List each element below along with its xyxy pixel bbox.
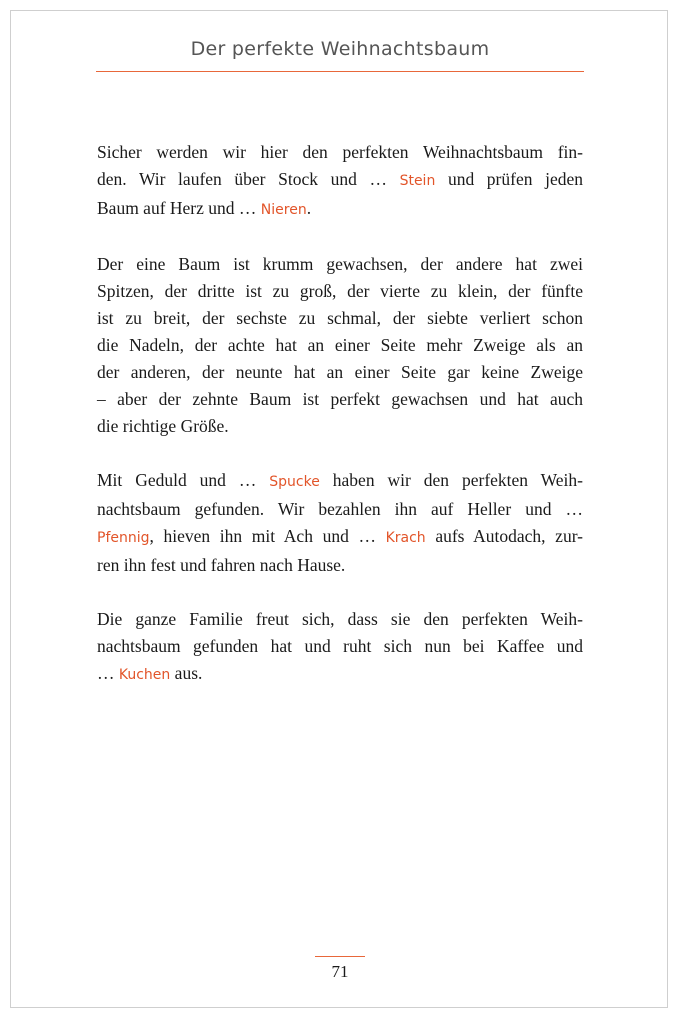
text-segment: die richtige Größe.: [97, 416, 229, 436]
paragraph: [97, 139, 583, 224]
text-segment: .: [306, 198, 312, 218]
text-segment: Die ganze Familie freut sich, dass sie den perfekten Weih-: [97, 609, 583, 629]
text-line: [97, 386, 583, 413]
paragraph: [97, 251, 583, 440]
text-line: [97, 413, 583, 440]
text-segment: haben wir den perfekten Weih-: [319, 470, 583, 490]
answer-word: Nieren: [260, 202, 307, 218]
text-segment: Spitzen, der dritte ist zu groß, der vierte zu klein, der fünfte: [97, 281, 583, 301]
text-line: [97, 523, 583, 552]
text-segment: Baum auf Herz und …: [97, 198, 261, 218]
text-segment: …: [97, 663, 119, 683]
text-line: [97, 359, 583, 386]
text-line: [97, 166, 583, 195]
text-segment: Mit Geduld und …: [97, 470, 270, 490]
text-line: [97, 467, 583, 496]
text-segment: den. Wir laufen über Stock und …: [97, 169, 400, 189]
header-divider: [96, 71, 584, 72]
text-segment: und prüfen jeden: [435, 169, 583, 189]
paragraph: [97, 606, 583, 689]
story-text: [97, 139, 583, 716]
answer-word: Pfennig: [97, 530, 150, 546]
answer-word: Spucke: [269, 474, 320, 490]
text-line: [97, 332, 583, 359]
footer-divider: [315, 956, 365, 957]
text-segment: nachtsbaum gefunden hat und ruht sich nun bei Kaffee und: [97, 636, 583, 656]
text-segment: ist zu breit, der sechste zu schmal, der siebte verliert schon: [97, 308, 583, 328]
page-header-title: Der perfekte Weihnachtsbaum: [190, 38, 490, 60]
answer-word: Kuchen: [118, 667, 171, 683]
text-segment: der anderen, der neunte hat an einer Seite gar keine Zweige: [97, 362, 583, 382]
page-number: 71: [331, 962, 349, 981]
text-line: [97, 305, 583, 332]
text-line: [97, 552, 583, 579]
text-segment: nachtsbaum gefunden. Wir bezahlen ihn auf Heller und …: [97, 499, 583, 519]
text-line: [97, 633, 583, 660]
text-segment: die Nadeln, der achte hat an einer Seite mehr Zweige als an: [97, 335, 583, 355]
text-line: [97, 139, 583, 166]
text-line: [97, 660, 583, 689]
text-segment: , hieven ihn mit Ach und …: [149, 526, 386, 546]
text-line: [97, 195, 583, 224]
text-segment: aus.: [170, 663, 203, 683]
text-segment: – aber der zehnte Baum ist perfekt gewachsen und hat auch: [97, 389, 583, 409]
answer-word: Stein: [399, 173, 436, 189]
answer-word: Krach: [385, 530, 426, 546]
text-line: [97, 496, 583, 523]
text-segment: Der eine Baum ist krumm gewachsen, der andere hat zwei: [97, 254, 583, 274]
text-segment: Sicher werden wir hier den perfekten Weihnachtsbaum fin-: [97, 142, 583, 162]
text-line: [97, 278, 583, 305]
text-line: [97, 606, 583, 633]
text-line: [97, 251, 583, 278]
text-segment: aufs Autodach, zur-: [425, 526, 583, 546]
text-segment: ren ihn fest und fahren nach Hause.: [97, 555, 346, 575]
paragraph: [97, 467, 583, 579]
